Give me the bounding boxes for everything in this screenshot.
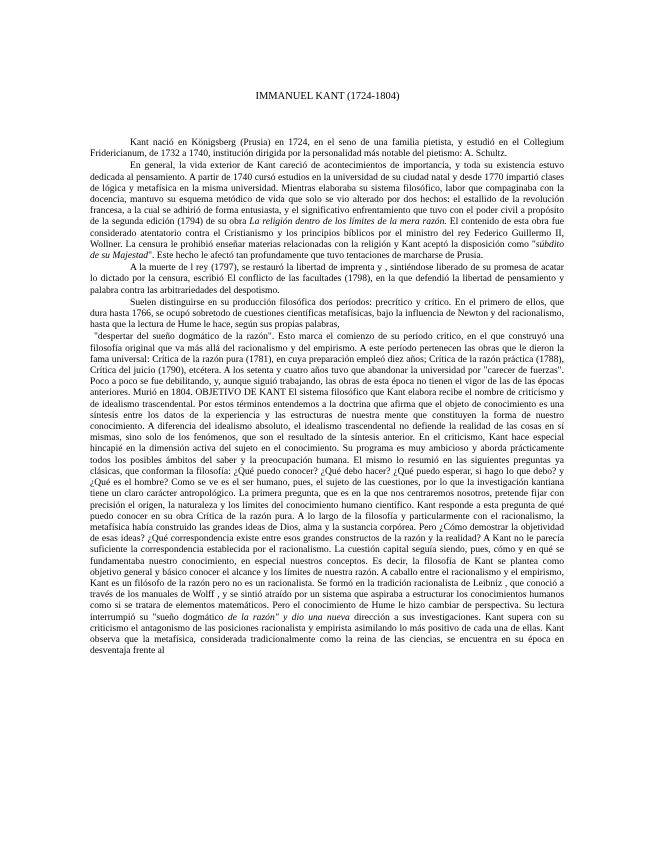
paragraph-death-of-king: A la muerte de l rey (1797), se restauró la libertad de imprenta y , sintiéndose liberado de su promesa de acatar lo dictado por la censura, escribió El conflicto de las facultades (1798), en la que defendió la libertad de pensamiento y palabra contra las arbitrariedades del despotismo. bbox=[90, 262, 564, 296]
page-title: IMMANUEL KANT (1724-1804) bbox=[255, 91, 400, 102]
quote-subdito: súbdito de su Majestad bbox=[90, 238, 564, 262]
paragraph-critical-period bbox=[90, 331, 564, 656]
paragraph-critical-text-1: "despertar del sueño dogmático de la razón". Esto marca el comienzo de su período crítico, en el que construyó una filosofía original que va más allá del racionalismo y del empirismo. A este período pertenecen las obras que le dieron la fama universal: Crítica de la razón pura (1781), en cuya preparación empleó diez años; Crítica de la razón práctica (1788), Crítica del juicio (1790), etcétera. A los setenta y cuatro años tuvo que abandonar la universidad por "carecer de fuerzas". Poco a poco se fue debilitando, y, aunque siguió trabajando, las obras de esta época no tienen el vigor de las de las épocas anteriores. Murió en 1804. OBJETIVO DE KANT El sistema filosófico que Kant elabora recibe el nombre de criticismo y de idealismo trascendental. Por estos términos entendemos a la doctrina que afirma que el objeto de conocimiento es una síntesis entre los datos de la experiencia y las estructuras de nuestra mente que constituyen la forma de nuestro conocimiento. A diferencia del idealismo absoluto, el idealismo trascendental no defiende la realidad de las cosas en sí mismas, sino solo de los fenómenos, que son el resultado de la síntesis anterior. En el criticismo, Kant hace especial hincapié en la dimensión activa del sujeto en el conocimiento. Su programa es muy ambicioso y aborda prácticamente todos los posibles ámbitos del saber y la preocupación humana. El mismo lo resumió en las siguientes preguntas ya clásicas, que conforman la filosofía: ¿Qué puedo conocer? ¿Qué debo hacer? ¿Qué puedo esperar, si hago lo que debo? y ¿Qué es el hombre? Como se ve es el ser humano, pues, el sujeto de las cuestiones, por lo que la investigación kantiana tiene un claro carácter antropológico. La primera pregunta, que es en la que nos centraremos nosotros, pretende fijar con precisión el origen, la naturaleza y los límites del conocimiento humano científico. Kant responde a esta pregunta de qué puedo conocer en su obra Crítica de la razón pura. A lo largo de la filosofía y particularmente con el racionalismo, la metafísica había construido las grandes ideas de Dios, alma y la sustancia corpórea. Pero ¿Cómo demostrar la objetividad de esas ideas? ¿Qué correspondencia existe entre esos grandes constructos de la razón y la realidad? A Kant no le parecía suficiente la correspondencia establecida por el racionalismo. La cuestión capital seguía siendo, pues, cómo y en qué se fundamentaba nuestro conocimiento, en especial nuestros conceptos. Es decir, la filosofía de Kant se plantea como objetivo general y básico conocer el alcance y los límites de nuestra razón. A caballo entre el racionalismo y el empirismo, Kant es un filósofo de la razón pero no es un racionalista. Se formó en la tradición racionalista de Leibniz , que conoció a través de los manuales de Wolff , y se sintió atraído por un sistema que aspiraba a estructurar los conocimientos humanos como si se tratara de elementos matemáticos. Pero el conocimiento de Hume le hizo cambiar de perspectiva. Su lectura interrumpió su "sueño dogmático bbox=[90, 331, 564, 623]
italic-phrase-razon: de la razón" y dio una nueva bbox=[227, 611, 350, 623]
paragraph-life-text-1: En general, la vida exterior de Kant careció de acontecimientos de importancia, y toda su existencia estuvo dedicada al pensamiento. A partir de 1740 cursó estudios en la universidad de su ciudad natal y desde 1770 impartió clases de lógica y metafísica en la misma universidad. Mientras elaboraba su sistema filosófico, labor que compaginaba con la docencia, mantuvo su esquema metódico de vida que solo se vio alterado por dos hechos: el estallido de la revolución francesa, a la cual se adhirió de forma entusiasta, y el significativo enfrentamiento que tuvo con el poder civil a propósito de la segunda edición (1794) de su obra bbox=[90, 160, 564, 228]
paragraph-life bbox=[90, 160, 564, 261]
document-body bbox=[90, 137, 564, 656]
book-title-religion: La religión dentro de los límites de la mera razón. bbox=[249, 216, 447, 228]
paragraph-life-text-2: El contenido de esta obra fue considerado atentatorio contra el Cristianismo y los principios bíblicos por el ministro del rey Federico Guillermo II, Wollner. La censura le prohibió enseñar materias relacionadas con la religión y Kant aceptó la disposición como " bbox=[90, 216, 564, 250]
paragraph-critical-text-2: dirección a sus investigaciones. Kant supera con su criticismo el antagonismo de las posiciones racionalista y empirista asimilando lo más positivo de cada una de ellas. Kant observa que la metafísica, considerada tradicionalmente como la reina de las ciencias, se encuentra en su época en desventaja frente al bbox=[90, 611, 565, 657]
paragraph-life-text-3: ". Este hecho le afectó tan profundamente que tuvo tentaciones de marcharse de Prusia. bbox=[148, 250, 484, 262]
paragraph-periods: Suelen distinguirse en su producción filosófica dos períodos: precrítico y crítico. En el primero de ellos, que dura hasta 1766, se ocupó sobretodo de cuestiones científicas metafísicas, bajo la influencia de Newton y del racionalismo, hasta que la lectura de Hume le hace, según sus propias palabras, bbox=[90, 296, 564, 331]
paragraph-birth: Kant nació en Königsberg (Prusia) en 1724, en el seno de una familia pietista, y estudió en el Collegium Fridericianum, de 1732 a 1740, institución dirigida por la personalidad más notable del pietismo: A. Schultz. bbox=[90, 137, 564, 160]
